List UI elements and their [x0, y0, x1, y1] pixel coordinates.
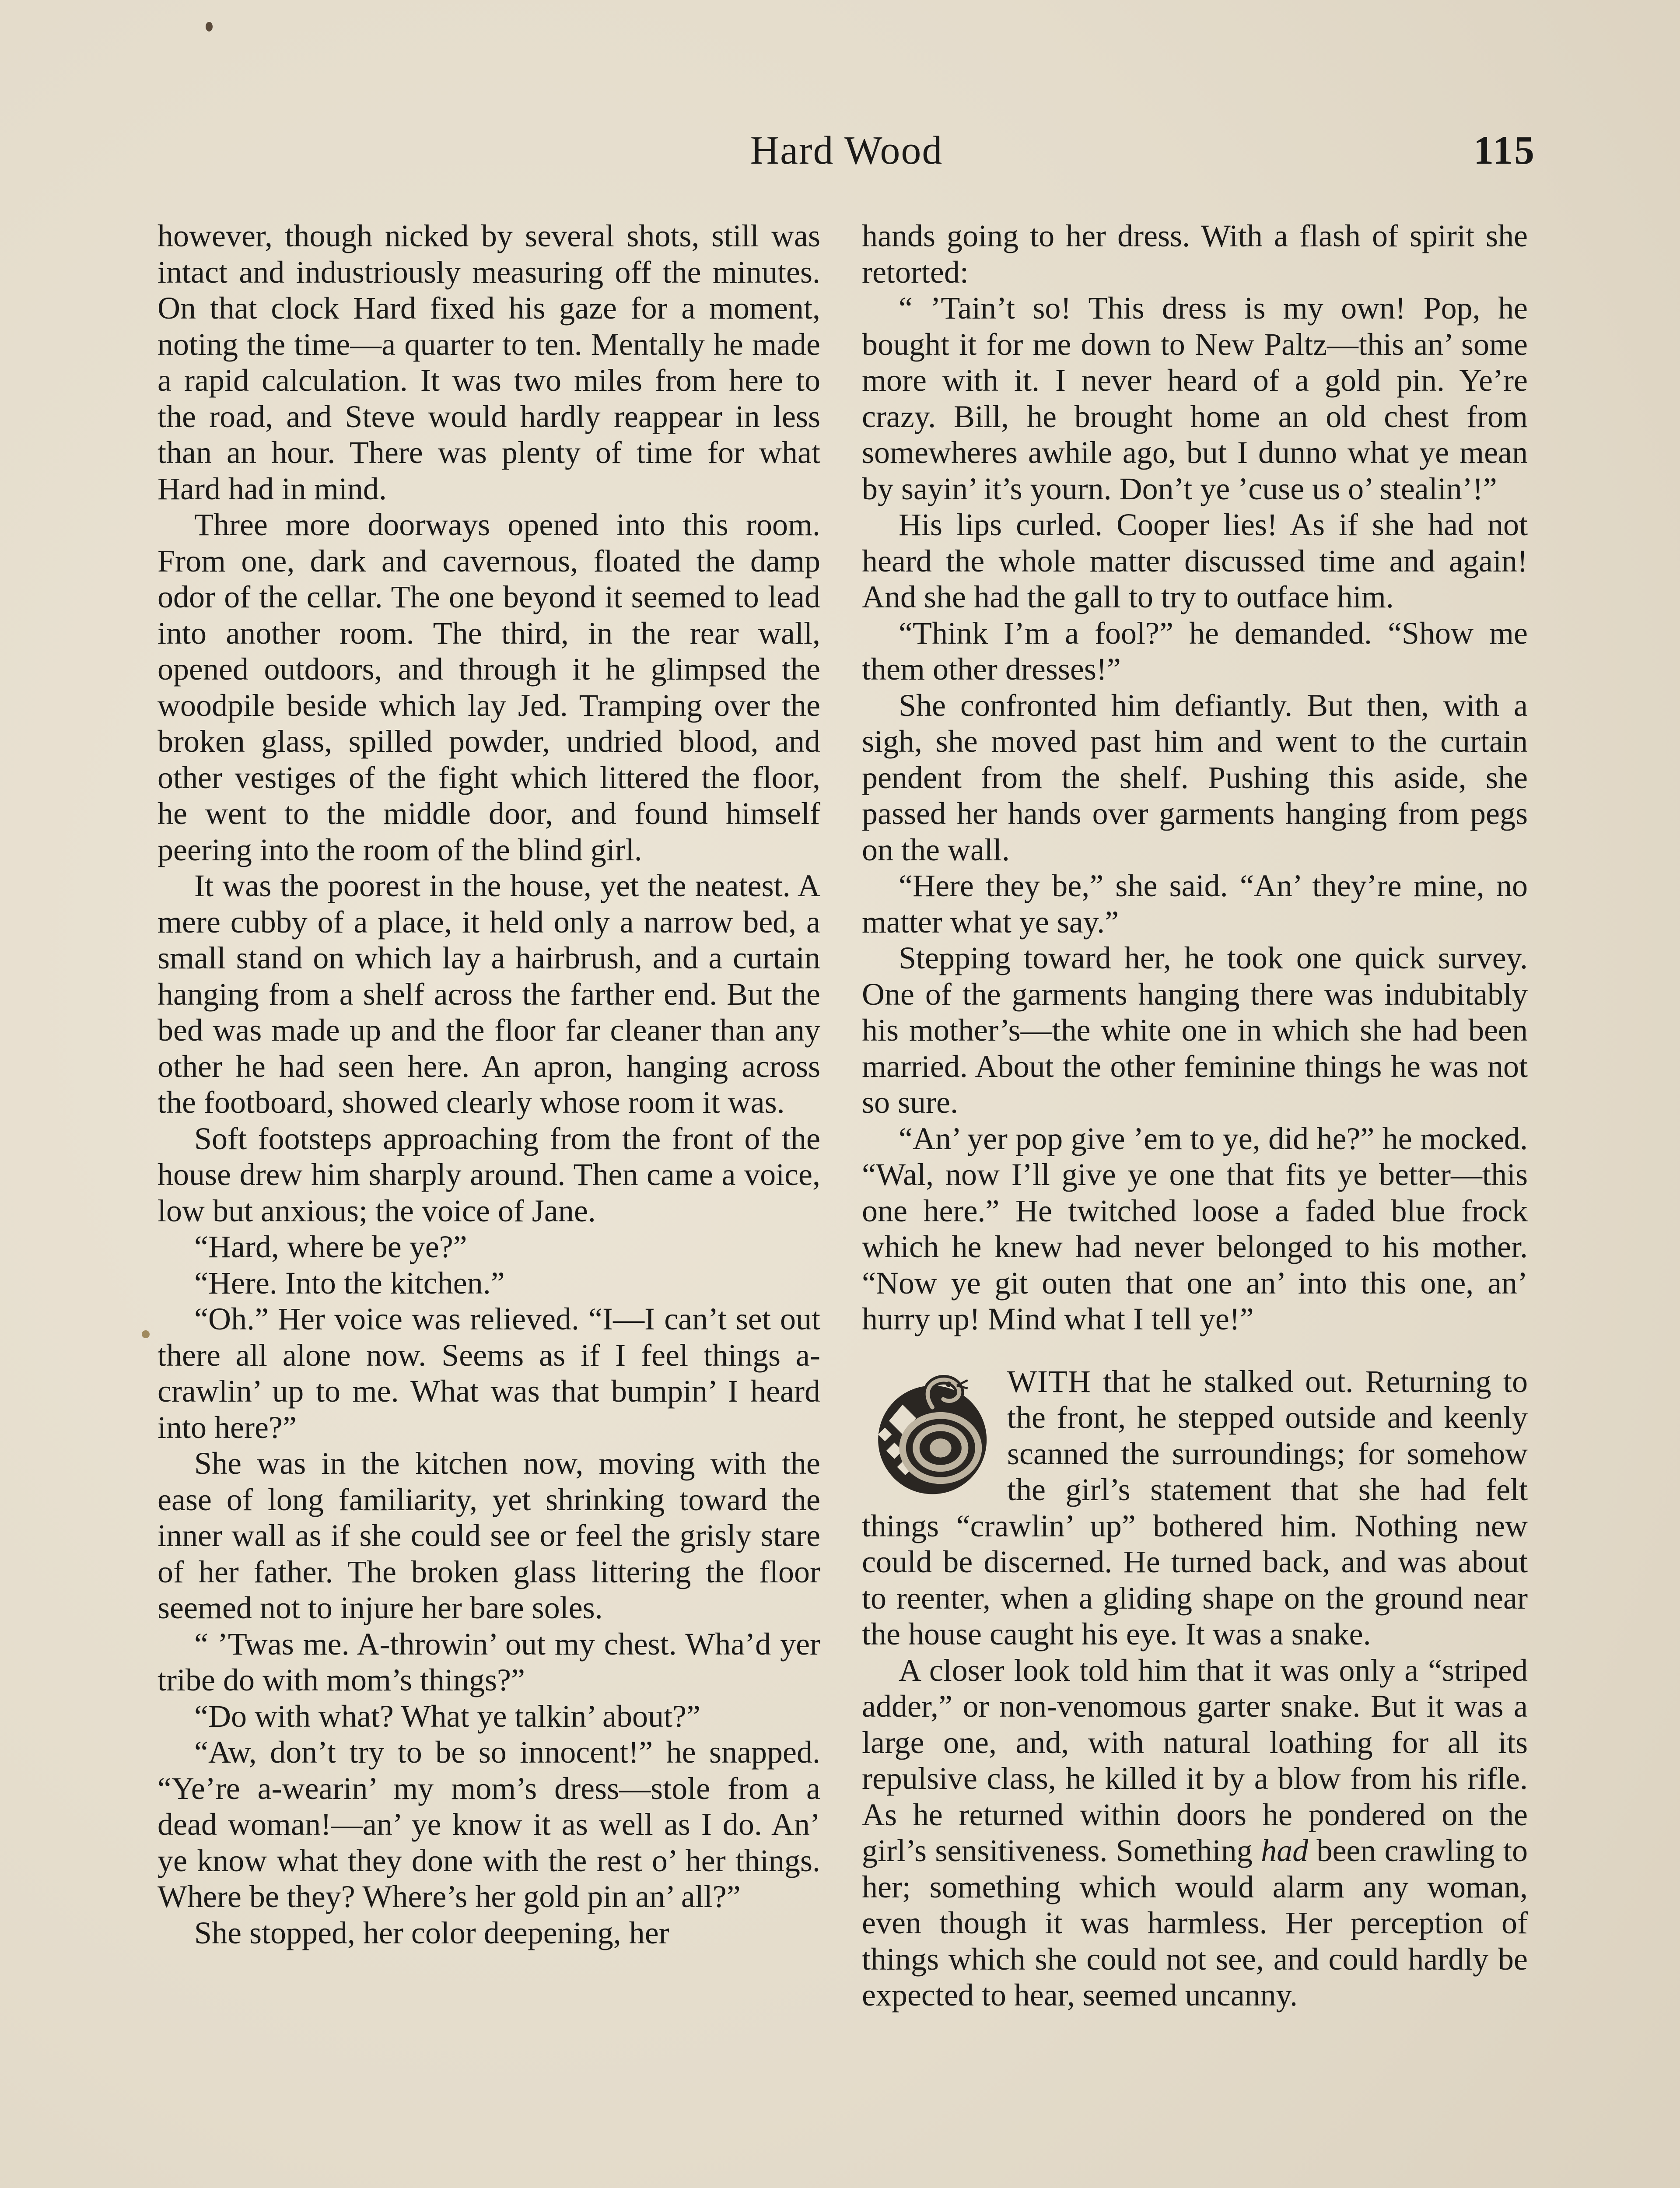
- paragraph: [862, 1652, 1528, 2013]
- paragraph: “Hard, where be ye?”: [194, 1229, 467, 1264]
- section-break: [862, 1364, 1528, 1652]
- left-column: [158, 218, 820, 1951]
- paragraph: hands going to her dress. With a flash of spirit she retorted:: [862, 218, 1528, 290]
- section-opening-text: that he stalked out. Returning to the front, he stepped outside and keenly scanned the surroundings; for somehow the girl’s statement that she had felt things “crawlin’ up” bothered him. Nothing new could be discerned. He turned back, and was about to reenter, when a gliding shape on the ground near the house caught his eye. It was a snake.: [862, 1364, 1528, 1652]
- running-title: Hard Wood: [750, 128, 943, 172]
- page-number: 115: [1474, 128, 1536, 172]
- paragraph: however, though nicked by several shots, still was intact and industriously measuring off the minutes. On that clock Hard fixed his gaze for a moment, noting the time—a quarter to ten. Mentally he made a rapid calculation. It was two miles from here to the road, and Steve would hardly reappear in less than an hour. There was plenty of time for what Hard had in mind.: [158, 218, 820, 506]
- paragraph: “An’ yer pop give ’em to ye, did he?” he mocked. “Wal, now I’ll give ye one that fits ye better—this one here.” He twitched loose a faded blue frock which he knew had never belonged to his mother. “Now ye git outen that one an’ into this one, an’ hurry up! Mind what I tell ye!”: [862, 1121, 1528, 1336]
- paragraph: “ ’Tain’t so! This dress is my own! Pop, he bought it for me down to New Paltz—this an’ some more with it. I never heard of a gold pin. Ye’re crazy. Bill, he brought home an old chest from somewheres awhile ago, but I dunno what ye mean by sayin’ it’s yourn. Don’t ye ’cuse us o’ stealin’!”: [862, 291, 1528, 506]
- paragraph: His lips curled. Cooper lies! As if she had not heard the whole matter discussed time and again! And she had the gall to try to outface him.: [862, 507, 1528, 614]
- paragraph: It was the poorest in the house, yet the neatest. A mere cubby of a place, it held only a narrow bed, a small stand on which lay a hairbrush, and a curtain hanging from a shelf across the farther end. But the bed was made up and the floor far cleaner than any other he had seen here. An apron, hanging across the footboard, showed clearly whose room it was.: [158, 868, 820, 1120]
- paragraph: “ ’Twas me. A-throwin’ out my chest. Wha’d yer tribe do with mom’s things?”: [158, 1626, 820, 1697]
- paragraph: She confronted him defiantly. But then, with a sigh, she moved past him and went to the curtain pendent from the shelf. Pushing this aside, she passed her hands over garments hanging from pegs on the wall.: [862, 687, 1528, 867]
- page-header: [158, 119, 1536, 189]
- paragraph-text: A closer look told him that it was only a “striped adder,” or non-venomous garter snake. But it was a large one, and, with natural loathing for all its repulsive class, he killed it by a blow from his rifle. As he returned within doors he pondered on the girl’s sensitiveness. Something: [862, 1652, 1528, 1868]
- print-speck: [142, 1330, 150, 1338]
- paragraph: Soft footsteps approaching from the front of the house drew him sharply around. Then came a voice, low but anxious; the voice of Jane.: [158, 1121, 820, 1228]
- paragraph: “Here. Into the kitchen.”: [194, 1265, 505, 1301]
- paragraph-text: been crawling to her; something which would alarm any woman, even though it was harmless. Her perception of things which she could not see, and could hardly be expected to hear, seemed uncanny.: [862, 1833, 1528, 2013]
- paragraph: She was in the kitchen now, moving with the ease of long familiarity, yet shrinking toward the inner wall as if she could see or feel the grisly stare of her father. The broken glass littering the floor seemed not to injure her bare soles.: [158, 1446, 820, 1625]
- print-speck: [206, 22, 213, 32]
- paragraph: “Think I’m a fool?” he demanded. “Show me them other dresses!”: [862, 615, 1528, 687]
- right-column: [862, 218, 1528, 2013]
- emphasis-text: had: [1261, 1833, 1309, 1868]
- paragraph: She stopped, her color deepening, her: [194, 1915, 669, 1950]
- paragraph: Three more doorways opened into this room. From one, dark and cavernous, floated the damp odor of the cellar. The one beyond it seemed to lead into another room. The third, in the rear wall, opened outdoors, and through it he glimpsed the woodpile beside which lay Jed. Tramping over the broken glass, spilled powder, undried blood, and other vestiges of the fight which littered the floor, he went to the middle door, and found himself peering into the room of the blind girl.: [158, 507, 820, 867]
- drop-lead-word: WITH: [1007, 1364, 1091, 1399]
- paragraph: “Oh.” Her voice was relieved. “I—I can’t set out there all alone now. Seems as if I feel things a-crawlin’ up to me. What was that bumpin’ I heard into here?”: [158, 1301, 820, 1445]
- paragraph: “Here they be,” she said. “An’ they’re mine, no matter what ye say.”: [862, 868, 1528, 940]
- paragraph: “Do with what? What ye talkin’ about?”: [194, 1698, 700, 1734]
- paragraph: Stepping toward her, he took one quick survey. One of the garments hanging there was indubitably his mother’s—the white one in which she had been married. About the other feminine things he was not so sure.: [862, 940, 1528, 1120]
- paragraph: “Aw, don’t try to be so innocent!” he snapped. “Ye’re a-wearin’ my mom’s dress—stole from a dead woman!—an’ ye know it as well as I do. An’ ye know what they done with the rest o’ her things. Where be they? Where’s her gold pin an’ all?”: [158, 1735, 820, 1914]
- coiled-snake-icon: [862, 1366, 998, 1503]
